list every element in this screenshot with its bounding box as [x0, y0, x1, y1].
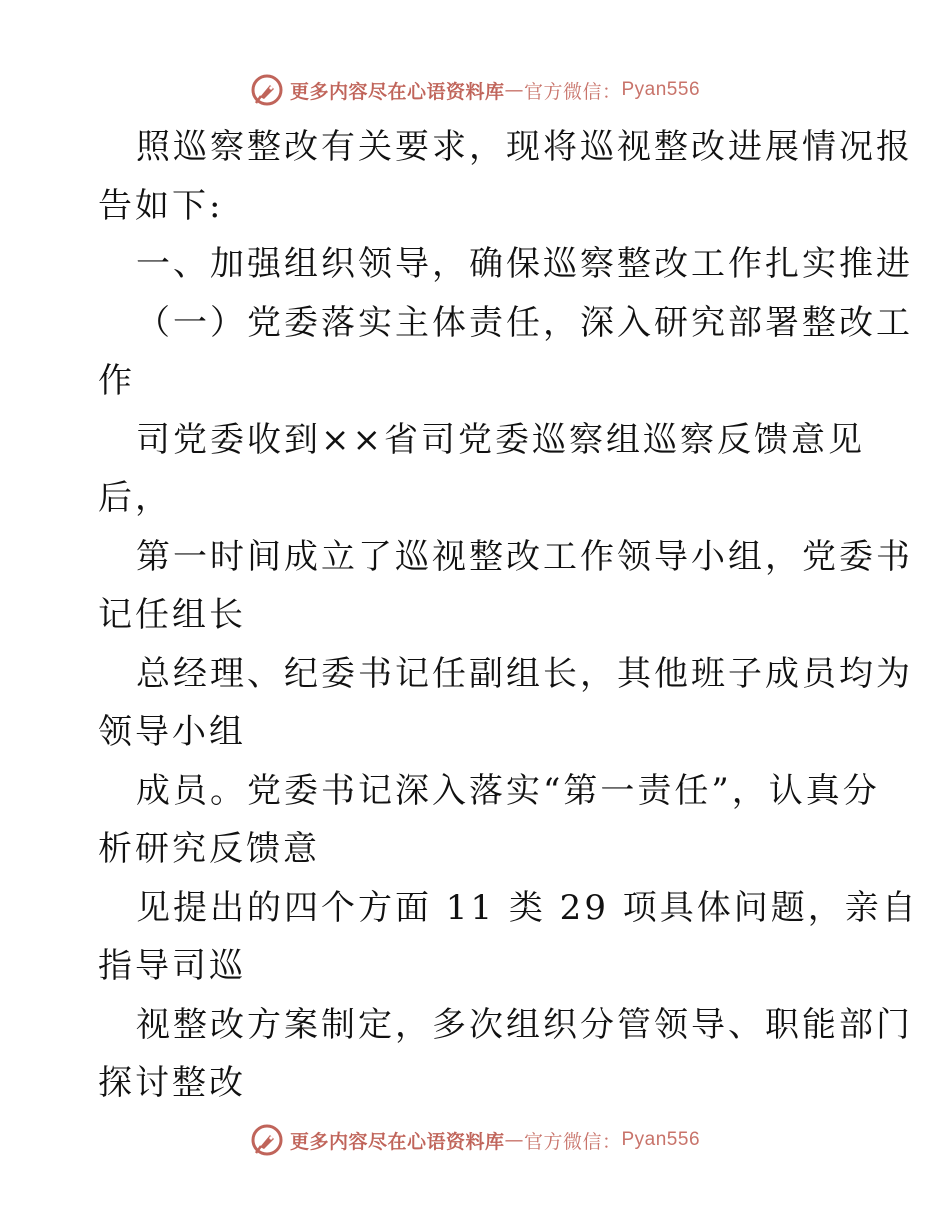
watermark-main-text: 更多内容尽在心语资料库	[289, 1130, 505, 1153]
watermark-wechat-label: 官方微信：	[523, 1130, 622, 1153]
text-line: 司党委收到××省司党委巡察组巡察反馈意见	[136, 419, 865, 460]
watermark-wechat-id: Pyan556	[621, 79, 701, 100]
text-line: 后，	[98, 478, 172, 518]
text-line: 记任组长	[98, 595, 246, 635]
watermark-separator: —	[504, 1129, 524, 1151]
subsection-heading: （一）党委落实主体责任，深入研究部署整改工	[136, 302, 913, 343]
text-line: 析研究反馈意	[98, 829, 320, 869]
document-body	[98, 118, 919, 1113]
pen-nib-circle-icon	[250, 73, 284, 107]
text-line: 第一时间成立了巡视整改工作领导小组，党委书	[136, 536, 913, 577]
text-line: 作	[98, 361, 135, 401]
text-line: 告如下:	[98, 185, 224, 226]
header-watermark	[0, 70, 950, 110]
text-line: 指导司巡	[98, 946, 246, 986]
text-line: 探讨整改	[98, 1063, 246, 1103]
text-line: 视整改方案制定，多次组织分管领导、职能部门	[136, 1004, 913, 1045]
section-heading: 一、加强组织领导，确保巡察整改工作扎实推进	[136, 244, 913, 284]
watermark-separator: —	[504, 79, 524, 101]
text-line: 见提出的四个方面 11 类 29 项具体问题，亲自	[136, 887, 919, 928]
footer-watermark	[0, 1120, 950, 1160]
watermark-wechat-id: Pyan556	[621, 1129, 701, 1150]
pen-nib-circle-icon	[250, 1123, 284, 1157]
text-line: 领导小组	[98, 712, 246, 752]
watermark-wechat-label: 官方微信：	[523, 80, 622, 103]
watermark-main-text: 更多内容尽在心语资料库	[289, 80, 505, 103]
text-line: 成员。党委书记深入落实“第一责任”，认真分	[136, 770, 880, 811]
text-line: 照巡察整改有关要求，现将巡视整改进展情况报	[136, 127, 913, 167]
text-line: 总经理、纪委书记任副组长，其他班子成员均为	[136, 653, 913, 694]
